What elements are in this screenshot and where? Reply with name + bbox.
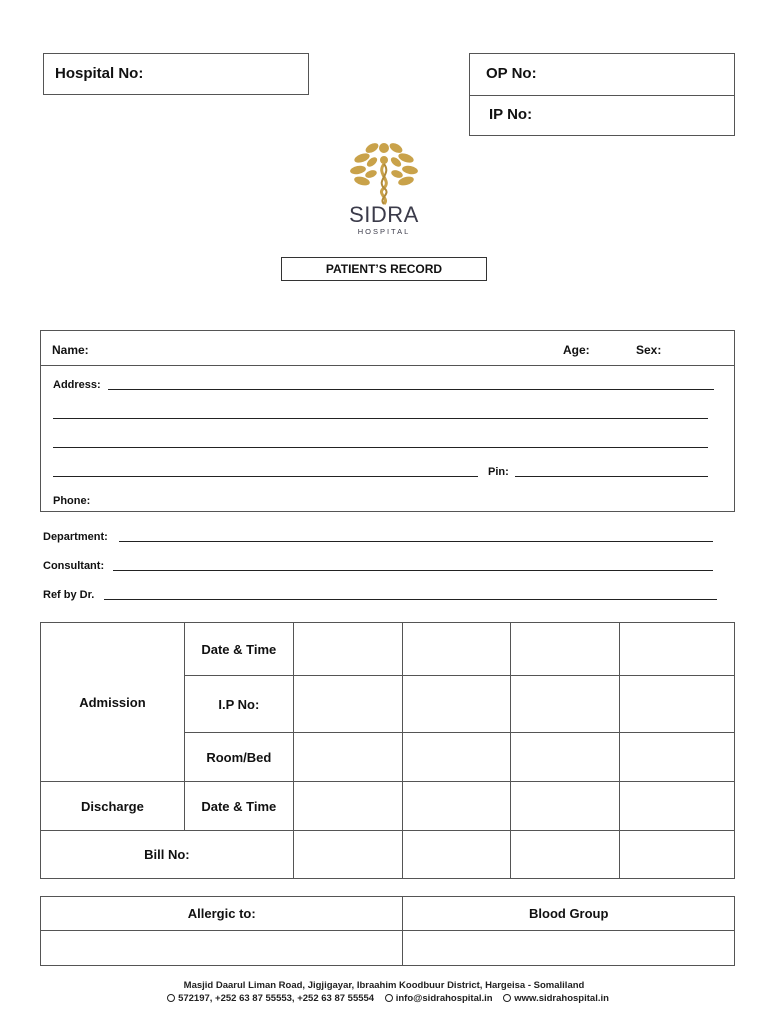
table-cell[interactable]	[511, 676, 620, 733]
patient-info-box	[40, 330, 735, 512]
op-ip-divider	[470, 95, 734, 96]
phone-label: Phone:	[53, 495, 91, 507]
address-line-2[interactable]	[53, 418, 708, 419]
allergy-blood-table	[40, 896, 735, 966]
address-line-3[interactable]	[53, 447, 708, 448]
hospital-logo	[334, 136, 434, 240]
footer-email[interactable]: info@sidrahospital.in	[395, 993, 493, 1004]
op-ip-box	[469, 53, 735, 136]
table-cell[interactable]	[620, 782, 735, 831]
page-title-box	[281, 257, 487, 281]
table-cell[interactable]	[402, 733, 511, 782]
logo-name: SIDRA	[349, 202, 419, 227]
discharge-date-time-label: Date & Time	[184, 782, 293, 831]
table-cell[interactable]	[402, 623, 511, 676]
table-cell[interactable]	[402, 782, 511, 831]
footer-contacts	[0, 993, 768, 1004]
bill-no-label: Bill No:	[41, 831, 294, 879]
table-cell[interactable]	[402, 676, 511, 733]
table-cell[interactable]	[402, 831, 511, 879]
age-label: Age:	[563, 343, 590, 357]
table-cell[interactable]	[293, 782, 402, 831]
table-cell[interactable]	[293, 831, 402, 879]
blood-group-label: Blood Group	[403, 897, 735, 931]
table-cell[interactable]	[620, 676, 735, 733]
table-cell[interactable]	[511, 831, 620, 879]
allergic-value-cell[interactable]	[41, 931, 403, 966]
pin-label: Pin:	[488, 466, 509, 478]
phone-icon	[167, 994, 175, 1002]
table-cell[interactable]	[511, 623, 620, 676]
table-cell[interactable]	[511, 782, 620, 831]
address-label: Address:	[53, 379, 101, 391]
table-cell[interactable]	[293, 733, 402, 782]
ip-no-label: IP No:	[489, 106, 533, 123]
address-line-1[interactable]	[108, 389, 714, 390]
department-label: Department:	[43, 531, 108, 543]
allergic-label: Allergic to:	[41, 897, 403, 931]
email-icon	[385, 994, 393, 1002]
logo-sub: HOSPITAL	[357, 227, 411, 236]
name-label: Name:	[52, 343, 89, 357]
table-cell[interactable]	[620, 831, 735, 879]
page-title: PATIENT’S RECORD	[325, 262, 443, 276]
name-row-divider	[41, 365, 734, 366]
sex-label: Sex:	[636, 343, 662, 357]
blood-group-value-cell[interactable]	[403, 931, 735, 966]
table-cell[interactable]	[293, 623, 402, 676]
table-row	[41, 897, 735, 931]
consultant-line[interactable]	[113, 570, 713, 571]
table-cell[interactable]	[620, 733, 735, 782]
table-row	[41, 831, 735, 879]
hospital-no-label: Hospital No:	[55, 65, 144, 82]
footer-website[interactable]: www.sidrahospital.in	[514, 993, 609, 1004]
address-line-4[interactable]	[53, 476, 478, 477]
consultant-label: Consultant:	[43, 560, 105, 572]
discharge-label: Discharge	[41, 782, 185, 831]
admission-discharge-table	[40, 622, 735, 879]
pin-line[interactable]	[515, 476, 708, 477]
op-no-label: OP No:	[486, 65, 537, 82]
room-bed-label: Room/Bed	[184, 733, 293, 782]
table-cell[interactable]	[511, 733, 620, 782]
hospital-no-box[interactable]	[43, 53, 309, 95]
table-cell[interactable]	[293, 676, 402, 733]
table-row	[41, 931, 735, 966]
footer-address: Masjid Daarul Liman Road, Jigjigayar, Ibraahim Koodbuur District, Hargeisa - Somaliland	[183, 980, 585, 991]
ref-label: Ref by Dr.	[43, 589, 95, 601]
admission-label: Admission	[41, 623, 185, 782]
table-row	[41, 623, 735, 676]
tree-icon	[334, 136, 434, 208]
globe-icon	[503, 994, 511, 1002]
date-time-label: Date & Time	[184, 623, 293, 676]
ref-line[interactable]	[104, 599, 717, 600]
table-cell[interactable]	[620, 623, 735, 676]
department-line[interactable]	[119, 541, 713, 542]
table-row	[41, 782, 735, 831]
ip-no-label: I.P No:	[184, 676, 293, 733]
footer-phone: 572197, +252 63 87 55553, +252 63 87 55554	[178, 993, 375, 1004]
